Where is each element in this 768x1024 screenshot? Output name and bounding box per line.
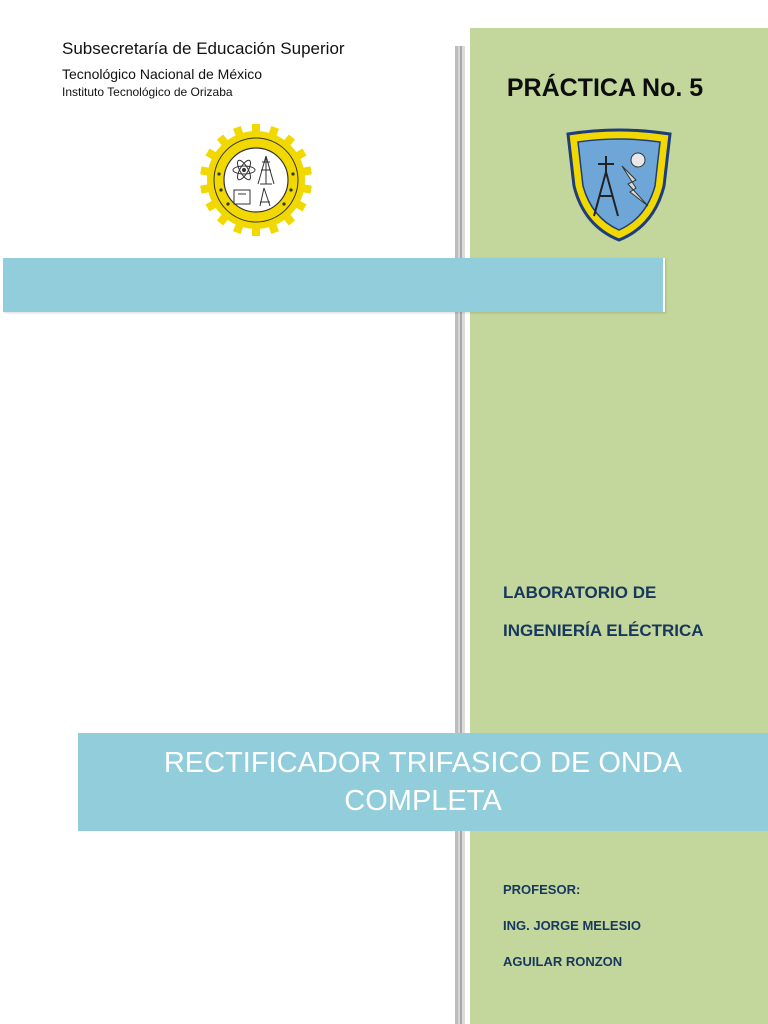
practica-title: PRÁCTICA No. 5 <box>506 74 704 102</box>
lab-line-1: LABORATORIO DE <box>503 583 657 602</box>
subsecretaria-line: Subsecretaría de Educación Superior <box>62 39 345 58</box>
laboratory-label <box>503 574 704 650</box>
professor-name-1: ING. JORGE MELESIO <box>503 918 641 933</box>
title-line-2: COMPLETA <box>344 785 502 817</box>
institute-seal-icon <box>200 124 312 236</box>
top-accent-band <box>3 258 665 312</box>
professor-block <box>503 872 641 980</box>
document-title-band <box>78 733 768 831</box>
instituto-line: Instituto Tecnológico de Orizaba <box>62 85 233 99</box>
lab-line-2: INGENIERÍA ELÉCTRICA <box>503 621 704 640</box>
vertical-divider <box>455 46 465 1024</box>
tecnologico-line: Tecnológico Nacional de México <box>62 66 262 82</box>
electrical-engineering-shield-icon <box>564 126 674 244</box>
institution-header <box>62 38 345 100</box>
title-line-1: RECTIFICADOR TRIFASICO DE ONDA <box>163 747 683 779</box>
professor-label: PROFESOR: <box>503 882 581 897</box>
professor-name-2: AGUILAR RONZON <box>503 954 623 969</box>
